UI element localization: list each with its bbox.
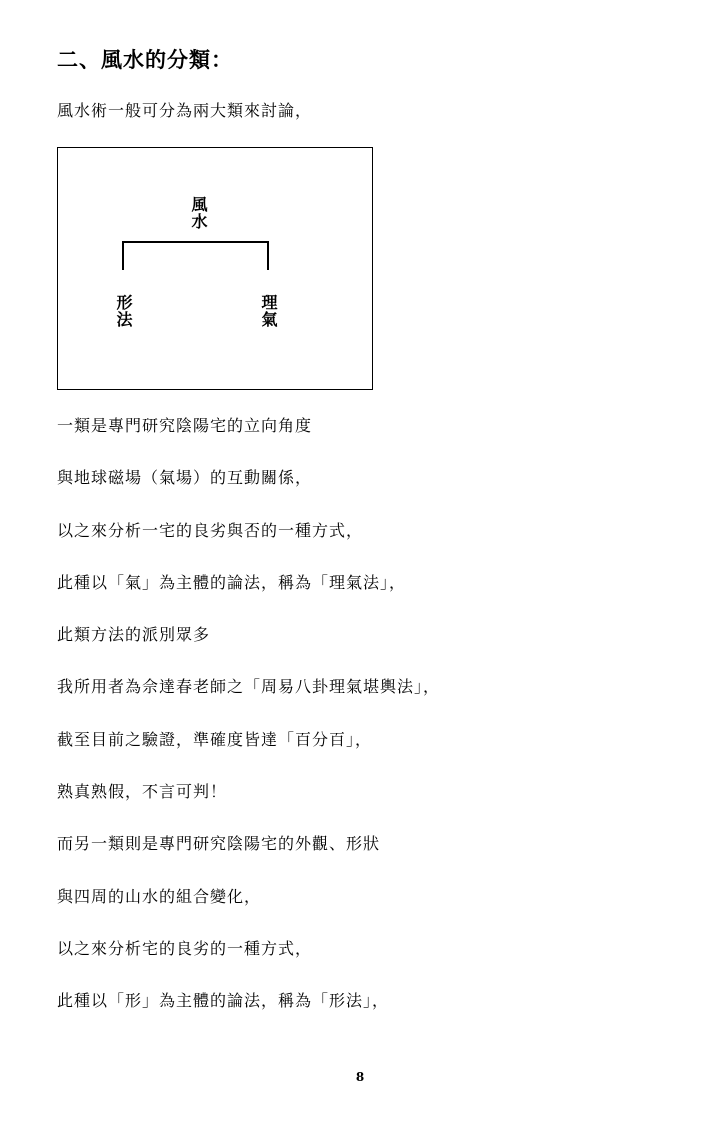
paragraph-line: 熟真熟假，不言可判！: [57, 782, 228, 802]
paragraph-line: 我所用者為佘達春老師之「周易八卦理氣堪輿法」，: [57, 677, 441, 697]
page-number: 8: [355, 1070, 365, 1084]
paragraph-line: 以之來分析宅的良劣的一種方式，: [57, 938, 313, 958]
paragraph-line: 此種以「形」為主體的論法，稱為「形法」，: [57, 991, 390, 1011]
paragraph-line: 截至目前之驗證，準確度皆達「百分百」，: [57, 729, 373, 749]
diagram-branch-label: 形法: [114, 294, 133, 328]
tree-connector: [58, 148, 374, 391]
classification-diagram: [57, 147, 373, 390]
paragraph-line: 與四周的山水的組合變化，: [57, 886, 262, 906]
paragraph-line: 與地球磁場（氣場）的互動關係，: [57, 468, 313, 488]
paragraph-line: 以之來分析一宅的良劣與否的一種方式，: [57, 520, 364, 540]
diagram-branch-label: 理氣: [259, 294, 278, 328]
body-paragraphs: [57, 412, 440, 1040]
paragraph-line: 而另一類則是專門研究陰陽宅的外觀、形狀: [57, 834, 381, 854]
diagram-root-label: 風水: [189, 196, 208, 230]
paragraph-line: 此類方法的派別眾多: [57, 625, 211, 645]
section-heading: 二、風水的分類：: [57, 47, 233, 72]
paragraph-line: 此種以「氣」為主體的論法，稱為「理氣法」，: [57, 572, 407, 592]
paragraph-line: 一類是專門研究陰陽宅的立向角度: [57, 416, 313, 435]
intro-text: 風水術一般可分為兩大類來討論，: [57, 101, 313, 120]
